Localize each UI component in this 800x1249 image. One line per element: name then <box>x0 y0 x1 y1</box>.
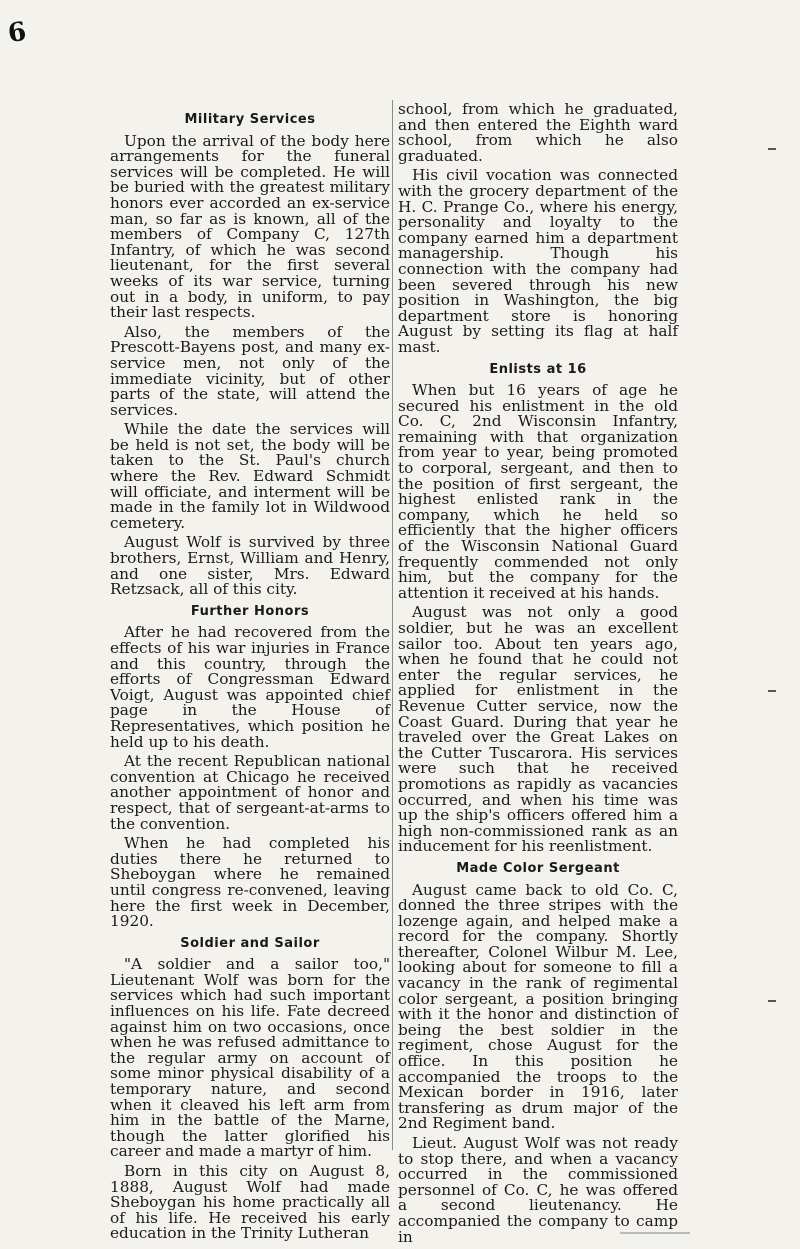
paragraph: "A soldier and a sailor too," Lieutenant Wolf was born for the services which had such important influences on his life. Fate decreed against him on two occasions, once when he was refused admittance to the regular army on account of some minor physical disability of a temporary nature, and second when it cleaved his left arm from him in the battle of the Marne, though the latter glorified his career and made a martyr of him. <box>110 955 390 1161</box>
paragraph: While the date the services will be held is not set, the body will be taken to the St. Paul's church where the Rev. Edward Schmidt will officiate, and interment will be made in the family lot in Wildwood cemetery. <box>110 420 390 532</box>
left-column <box>110 100 390 1246</box>
column-divider <box>392 100 393 1150</box>
paragraph: Lieut. August Wolf was not ready to stop there, and when a vacancy occurred in the commissioned personnel of Co. C, he was offered a second lieutenancy. He accompanied the company to camp in <box>398 1134 678 1246</box>
paragraph: August Wolf is survived by three brothers, Ernst, William and Henry, and one sister, Mrs. Edward Retzsack, all of this city. <box>110 533 390 599</box>
page-number: 6 <box>6 16 29 50</box>
edge-mark <box>768 1000 776 1002</box>
heading-further-honors: Further Honors <box>190 603 310 619</box>
heading-enlists-at-16: Enlists at 16 <box>489 361 587 377</box>
paragraph: August was not only a good soldier, but he was an excellent sailor too. About ten years ago, when he found that he could not enter the regular services, he applied for enlistment in the Revenue Cutter service, now the Coast Guard. During that year he traveled over the Great Lakes on the Cutter Tuscarora. His services were such that he received promotions as rapidly as vacancies occurred, and when his time was up the ship's officers offered him a high non-commissioned rank as an inducement for his reenlistment. <box>398 603 678 856</box>
paragraph: school, from which he graduated, and then entered the Eighth ward school, from which he also graduated. <box>398 100 678 165</box>
paragraph: Also, the members of the Prescott-Bayens post, and many ex-service men, not only of the immediate vicinity, but of other parts of the state, will attend the services. <box>110 322 390 419</box>
right-column <box>398 102 678 1249</box>
paragraph: August came back to old Co. C, donned the three stripes with the lozenge again, and helped make a record for the company. Shortly thereafter, Colonel Wilbur M. Lee, looking about for someone to fill a vacancy in the rank of regimental color sergeant, a position bringing with it the honor and distinction of being the best soldier in the regiment, chose August for the office. In this position he accompanied the troops to the Mexican border in 1916, later transfering as drum major of the 2nd Regiment band. <box>398 880 678 1133</box>
edge-mark <box>768 148 776 150</box>
paragraph: His civil vocation was connected with the grocery department of the H. C. Prange Co., where his energy, personality and loyalty to the company earned him a department managership. Though his connection with the company had been severed through his new position in Washington, the big department store is honoring August by setting its flag at half mast. <box>398 166 678 356</box>
edge-mark <box>768 690 776 692</box>
paragraph: After he had recovered from the effects of his war injuries in France and this country, through the efforts of Congressman Edward Voigt, August was appointed chief page in the House of Representatives, which position he held up to his death. <box>110 623 390 751</box>
heading-soldier-and-sailor: Soldier and Sailor <box>180 935 320 951</box>
heading-made-color-sergeant: Made Color Sergeant <box>456 860 620 876</box>
paragraph: Born in this city on August 8, 1888, August Wolf had made Sheboygan his home practically all of his life. He received his early education in the Trinity Lutheran <box>110 1162 390 1243</box>
heading-military-services: Military Services <box>184 112 316 127</box>
scan-artifact <box>620 1232 690 1234</box>
paragraph: At the recent Republican national convention at Chicago he received another appointment of honor and respect, that of sergeant-at-arms to the convention. <box>110 752 390 833</box>
paragraph: Upon the arrival of the body here arrangements for the funeral services will be completed. He will be buried with the greatest military honors ever accorded an ex-service man, so far as is known, all of the members of Company C, 127th Infantry, of which he was second lieutenant, for the first several weeks of its war service, turning out in a body, in uniform, to pay their last respects. <box>110 131 390 322</box>
paragraph: When but 16 years of age he secured his enlistment in the old Co. C, 2nd Wisconsin Infantry, remaining with that organization from year to year, being promoted to corporal, sergeant, and then to the position of first sergeant, the highest enlisted rank in the company, which he held so efficiently that the higher officers of the Wisconsin National Guard frequently commended not only him, but the company for the attention it received at his hands. <box>398 381 678 602</box>
paragraph: When he had completed his duties there he returned to Sheboygan where he remained until congress re-convened, leaving here the first week in December, 1920. <box>110 834 390 931</box>
